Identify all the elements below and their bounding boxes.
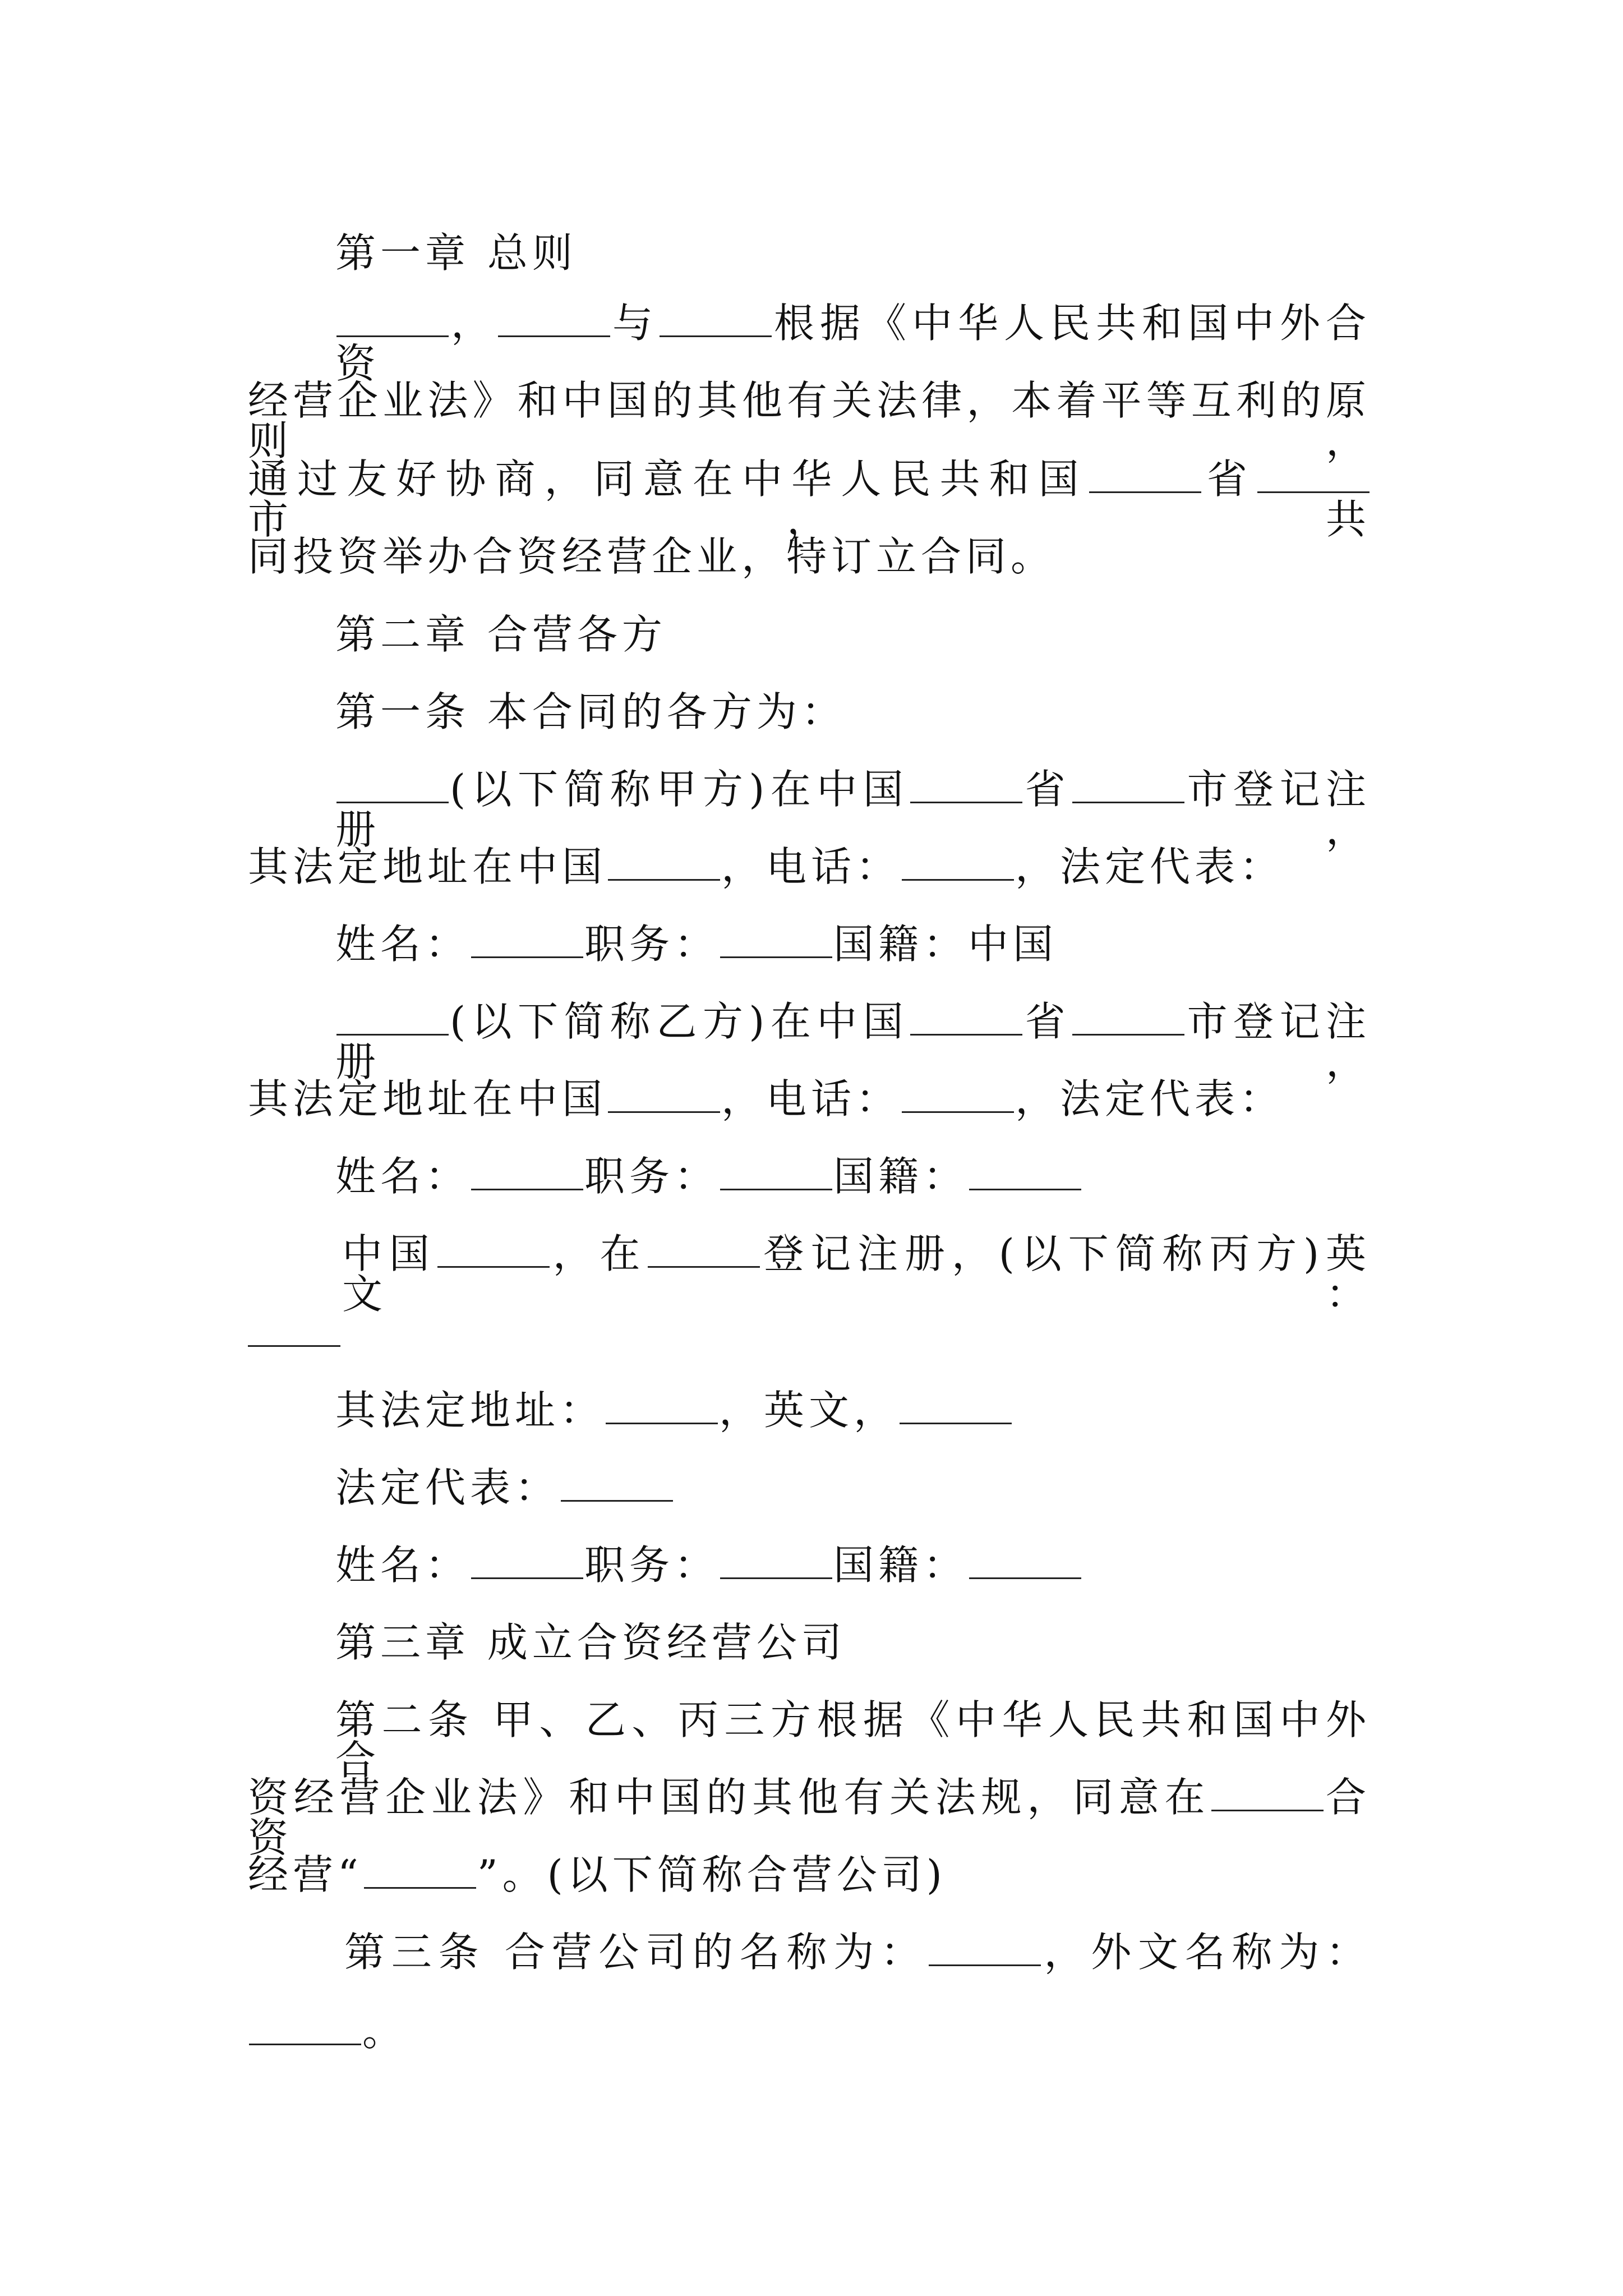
- party-a-line-1: (以下简称甲方)在中国 省 市登记注册，: [335, 766, 1371, 853]
- article-2-line-1: 第二条 甲、乙、丙三方根据《中华人民共和国中外合: [335, 1696, 1371, 1784]
- party-b-line-3: 姓名： 职务： 国籍：: [335, 1156, 1082, 1197]
- party-a-line-2: 其法定地址在中国 ，电话： ，法定代表：: [248, 843, 1285, 890]
- blank-field: [608, 877, 720, 881]
- article-2-line-2: 资经营企业法》和中国的其他有关法规，同意在 合资: [248, 1774, 1371, 1861]
- blank-field: [648, 1264, 760, 1268]
- party-b-line-1: (以下简称乙方)在中国 省 市登记注册，: [335, 998, 1371, 1085]
- article-3-line-1: 第三条 合营公司的名称为： ，外文名称为：: [344, 1929, 1371, 1976]
- blank-field: [498, 333, 610, 337]
- party-c-address: 其法定地址： ，英文，: [335, 1390, 1013, 1430]
- article-1: 第一条 本合同的各方为：: [335, 688, 846, 735]
- blank-field: [910, 1032, 1022, 1036]
- blank-field: [437, 1264, 550, 1268]
- blank-field: [249, 2041, 361, 2045]
- party-c-representative: 法定代表：: [335, 1467, 674, 1508]
- preamble-line-2: 经营企业法》和中国的其他有关法律，本着平等互利的原则，: [248, 377, 1371, 464]
- chapter-3-heading: 第三章 成立合资经营公司: [335, 1619, 846, 1666]
- blank-field: [1072, 799, 1184, 803]
- party-b-line-2: 其法定地址在中国 ，电话： ，法定代表：: [248, 1075, 1285, 1122]
- party-a-line-3: 姓名： 职务： 国籍：中国: [335, 921, 1058, 968]
- blank-field: [910, 799, 1022, 803]
- blank-field: [902, 1109, 1014, 1113]
- blank-field: [336, 1032, 449, 1036]
- preamble-line-4: 同投资举办合资经营企业，特订立合同。: [248, 533, 1056, 580]
- blank-field: [471, 954, 583, 958]
- blank-field: [364, 1885, 476, 1889]
- blank-field: [1072, 1032, 1184, 1036]
- blank-field: [902, 877, 1014, 881]
- blank-field: [471, 1575, 583, 1579]
- party-c-line-1: 中国 ，在 登记注册，(以下简称丙方)英文：: [342, 1230, 1371, 1318]
- preamble-line-3: 通过友好协商，同意在中华人民共和国 省市，共: [248, 455, 1371, 543]
- blank-field: [969, 1575, 1081, 1579]
- blank-field: [608, 1109, 720, 1113]
- party-c-line-3: 姓名： 职务： 国籍：: [335, 1545, 1082, 1585]
- article-2-line-3: 经营“ ”。(以下简称合营公司): [248, 1851, 947, 1898]
- preamble-line-1: ， 与 根据《中华人民共和国中外合资: [335, 300, 1371, 387]
- blank-field: [1257, 489, 1370, 493]
- chapter-2-heading: 第二章 合营各方: [335, 611, 667, 658]
- blank-field: [248, 1343, 340, 1347]
- blank-field: [660, 333, 772, 337]
- party-c-english-name-blank: [248, 1313, 340, 1353]
- blank-field: [606, 1420, 718, 1424]
- blank-field: [720, 954, 832, 958]
- blank-field: [969, 1186, 1081, 1190]
- blank-field: [336, 799, 449, 803]
- blank-field: [720, 1575, 832, 1579]
- blank-field: [900, 1420, 1012, 1424]
- blank-field: [929, 1962, 1041, 1966]
- chapter-1-heading: 第一章 总则: [335, 229, 577, 277]
- blank-field: [561, 1498, 673, 1502]
- blank-field: [1211, 1807, 1324, 1811]
- blank-field: [471, 1186, 583, 1190]
- blank-field: [720, 1186, 832, 1190]
- blank-field: [336, 333, 449, 337]
- article-3-line-2: 。: [248, 2011, 407, 2051]
- blank-field: [1089, 489, 1201, 493]
